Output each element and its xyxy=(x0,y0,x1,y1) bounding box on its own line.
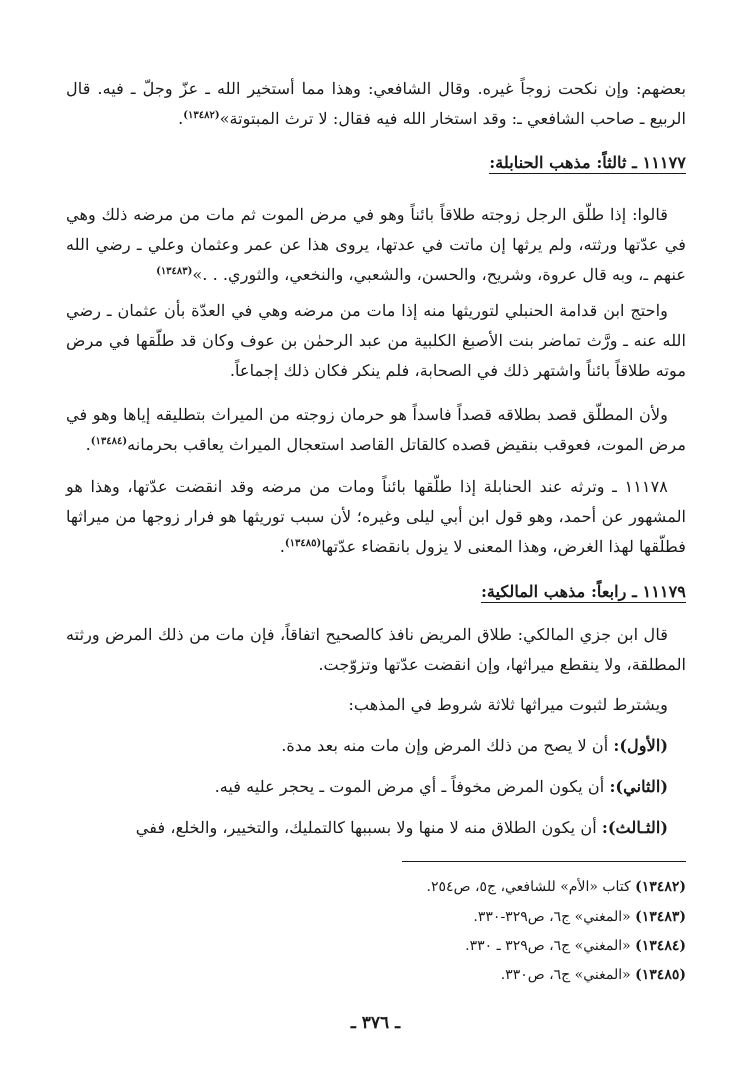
footnote-text: «المغني» ج٦، ص٣٢٩ ـ ٣٣٠. xyxy=(465,938,636,954)
section-heading-hanbali xyxy=(66,148,686,178)
paragraph-ibn-qudama xyxy=(66,296,686,386)
footnote-ref: (١٣٤٨٤) xyxy=(90,436,128,447)
heading-text: ١١١٧٩ ـ رابعاً: مذهب المالكية: xyxy=(480,582,686,601)
condition-third xyxy=(66,813,686,843)
paragraph-end: . xyxy=(85,435,91,454)
paragraph-hanbali-view xyxy=(66,200,686,290)
paragraph-end: . xyxy=(279,537,285,556)
condition-first xyxy=(66,731,686,761)
paragraph-11178 xyxy=(66,472,686,562)
footnote-13484 xyxy=(66,935,686,957)
condition-label: (الثاني): xyxy=(609,777,668,796)
footnote-text: «المغني» ج٦، ص٣٣٠. xyxy=(500,967,636,983)
paragraph-text: بعضهم: وإن نكحت زوجاً غيره. وقال الشافعي: وهذا مما أستخير الله ـ عزّ وجلّ ـ فيه. قال الربيع ـ صاحب الشافعي ـ: وقد استخار الله فيه فقال: لا ترث المبتوتة» xyxy=(66,79,686,128)
paragraph-intent xyxy=(66,400,686,460)
footnote-ref: (١٣٤٨٣) xyxy=(156,266,193,277)
condition-text: أن يكون المرض مخوفاً ـ أي مرض الموت ـ يحجر عليه فيه. xyxy=(214,777,610,796)
condition-text: أن يكون الطلاق منه لا منها ولا بسببها كالتمليك، والتخيير، والخلع، ففي xyxy=(135,818,602,837)
condition-label: (الثـالث): xyxy=(601,818,668,837)
footnote-ref: (١٣٤٨٥) xyxy=(284,538,322,549)
condition-text: أن لا يصح من ذلك المرض وإن مات منه بعد مدة. xyxy=(281,736,614,755)
footnote-separator xyxy=(402,861,686,862)
paragraph-ibn-juzay xyxy=(66,620,686,680)
paragraph-text: واحتج ابن قدامة الحنبلي لتوريثها منه إذا مات من مرضه وهي في العدّة بأن عثمان ـ رضي الله عنه ـ ورَّث تماضر بنت الأصبغ الكلبية من عبد الرحمٰن بن عوف وكان قد طلّقها في مرض موته طلاقاً بائناً واشتهر ذلك في الصحابة، فلم ينكر فكان ذلك إجماعاً. xyxy=(66,301,686,380)
condition-second xyxy=(66,772,686,802)
footnote-13482 xyxy=(66,876,686,898)
footnote-13483 xyxy=(66,906,686,928)
heading-text: ١١١٧٧ ـ ثالثاً: مذهب الحنابلة: xyxy=(489,153,686,172)
footnote-number: (١٣٤٨٢) xyxy=(635,879,686,895)
page-number: ـ ٣٧٦ ـ xyxy=(350,1013,401,1033)
paragraph-text: ولأن المطلّق قصد بطلاقه قصداً فاسداً هو حرمان زوجته من الميراث بتطليقه إياها وهو في مرض الموت، فعوقب بنقيض قصده كالقاتل القاصد استعجال الميراث يعاقب بحرمانه xyxy=(66,405,686,454)
footnote-number: (١٣٤٨٤) xyxy=(635,938,686,954)
paragraph-text: ١١١٧٨ ـ وترثه عند الحنابلة إذا طلّقها بائناً ومات من مرضه وقد انقضت عدّتها، وهذا هو المشهور عن أحمد، وهو قول ابن أبي ليلى وغيره؛ لأن سبب توريثها هو فرار زوجها من ميراثها فطلّقها لهذا الغرض، وهذا المعنى لا يزول بانقضاء عدّتها xyxy=(66,477,686,556)
section-heading-maliki xyxy=(66,577,686,607)
footnote-number: (١٣٤٨٣) xyxy=(635,909,686,925)
footnote-ref: (١٣٤٨٢) xyxy=(183,110,220,121)
paragraph-shafii-continuation xyxy=(66,74,686,134)
paragraph-end: . xyxy=(178,109,184,128)
footnote-text: كتاب «الأم» للشافعي، ج٥، ص٢٥٤. xyxy=(426,879,636,895)
footnote-13485 xyxy=(66,964,686,986)
condition-label: (الأول): xyxy=(613,736,668,755)
paragraph-conditions-intro xyxy=(66,690,686,720)
paragraph-text: قالوا: إذا طلّق الرجل زوجته طلاقاً بائناً وهو في مرض الموت ثم مات من مرضه ذلك وهي في عدّتها ورثته، ولم يرثها إن ماتت في عدتها، يروى هذا عن عمر وعثمان وعلي ـ رضي الله عنهم ـ، وبه قال عروة، وشريح، والحسن، والشعبي، والنخعي، والثوري. . .» xyxy=(66,205,686,284)
paragraph-text: قال ابن جزي المالكي: طلاق المريض نافذ كالصحيح اتفاقاً، فإن مات من ذلك المرض ورثته المطلقة، ولا ينقطع ميراثها، وإن انقضت عدّتها وتزوّجت. xyxy=(66,625,686,674)
footnote-number: (١٣٤٨٥) xyxy=(635,967,686,983)
paragraph-text: ويشترط لثبوت ميراثها ثلاثة شروط في المذهب: xyxy=(348,695,668,714)
footnote-text: «المغني» ج٦، ص٣٢٩-٣٣٠. xyxy=(473,909,636,925)
